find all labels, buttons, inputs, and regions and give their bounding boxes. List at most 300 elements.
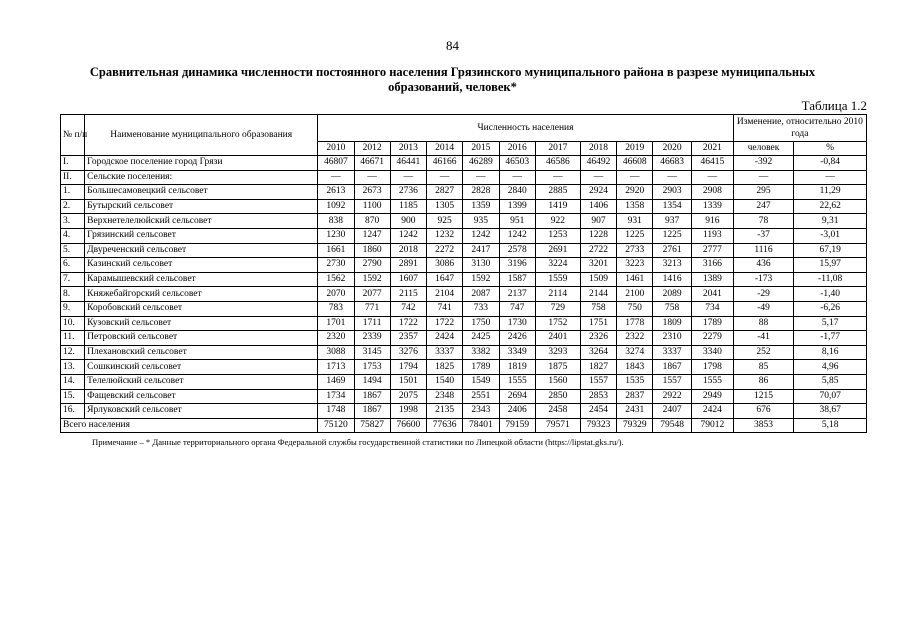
population-cell: 2115 <box>390 287 426 302</box>
table-row <box>61 272 867 287</box>
population-cell: 2089 <box>653 287 691 302</box>
change-percent-cell: -1,77 <box>794 331 867 346</box>
population-cell: 1722 <box>390 316 426 331</box>
population-cell: 741 <box>427 301 463 316</box>
population-cell: 1751 <box>580 316 616 331</box>
population-cell: 1416 <box>653 272 691 287</box>
population-cell: 1752 <box>535 316 580 331</box>
change-percent-cell: 67,19 <box>794 243 867 258</box>
population-cell: 1494 <box>354 374 390 389</box>
change-percent-cell: -1,40 <box>794 287 867 302</box>
change-percent-cell: 38,67 <box>794 404 867 419</box>
population-cell: 2424 <box>691 404 733 419</box>
population-cell: 3130 <box>463 258 499 273</box>
population-cell: 78401 <box>463 418 499 433</box>
population-cell: 2885 <box>535 185 580 200</box>
population-cell: — <box>390 170 426 185</box>
document-title: Сравнительная динамика численности постоянного населения Грязинского муниципального района в разрезе муниципальных образований, человек* <box>89 65 816 94</box>
page-number: 84 <box>446 38 459 53</box>
row-number: 5. <box>61 243 85 258</box>
population-cell: 870 <box>354 214 390 229</box>
change-percent-header: % <box>794 142 867 156</box>
year-header: 2019 <box>617 142 653 156</box>
population-cell: 3340 <box>691 345 733 360</box>
row-number: 16. <box>61 404 85 419</box>
population-cell: 1242 <box>463 228 499 243</box>
table-row <box>61 316 867 331</box>
population-cell: 1242 <box>499 228 535 243</box>
change-percent-cell: 15,97 <box>794 258 867 273</box>
population-cell: 1501 <box>390 374 426 389</box>
population-cell: 729 <box>535 301 580 316</box>
row-number: 1. <box>61 185 85 200</box>
population-cell: 2114 <box>535 287 580 302</box>
population-cell: 1875 <box>535 360 580 375</box>
year-header: 2018 <box>580 142 616 156</box>
population-cell: 46441 <box>390 156 426 171</box>
population-cell: 747 <box>499 301 535 316</box>
population-cell: 46166 <box>427 156 463 171</box>
population-cell: 1713 <box>318 360 354 375</box>
population-cell: 77636 <box>427 418 463 433</box>
population-cell: 3201 <box>580 258 616 273</box>
table-row <box>61 243 867 258</box>
table-row <box>61 287 867 302</box>
population-cell: 2417 <box>463 243 499 258</box>
population-cell: 3224 <box>535 258 580 273</box>
population-cell: 1193 <box>691 228 733 243</box>
population-cell: 1339 <box>691 199 733 214</box>
table-row <box>61 389 867 404</box>
population-cell: 2837 <box>617 389 653 404</box>
row-number: 14. <box>61 374 85 389</box>
population-cell: 2348 <box>427 389 463 404</box>
population-cell: 2790 <box>354 258 390 273</box>
population-cell: 2135 <box>427 404 463 419</box>
population-cell: 1399 <box>499 199 535 214</box>
population-cell: 1557 <box>580 374 616 389</box>
change-percent-cell: -11,08 <box>794 272 867 287</box>
population-cell: 733 <box>463 301 499 316</box>
population-cell: 2578 <box>499 243 535 258</box>
population-cell: 2733 <box>617 243 653 258</box>
municipality-name: Карамышевский сельсовет <box>85 272 318 287</box>
population-cell: 1592 <box>463 272 499 287</box>
population-cell: 2137 <box>499 287 535 302</box>
population-cell: 931 <box>617 214 653 229</box>
population-cell: 771 <box>354 301 390 316</box>
population-cell: — <box>499 170 535 185</box>
population-cell: 79329 <box>617 418 653 433</box>
change-people-cell: 86 <box>733 374 793 389</box>
population-cell: 1557 <box>653 374 691 389</box>
table-row <box>61 301 867 316</box>
population-cell: 2407 <box>653 404 691 419</box>
municipality-name: Плехановский сельсовет <box>85 345 318 360</box>
change-percent-cell: 70,07 <box>794 389 867 404</box>
population-cell: 2104 <box>427 287 463 302</box>
population-cell: 1247 <box>354 228 390 243</box>
population-cell: 2406 <box>499 404 535 419</box>
population-cell: 1794 <box>390 360 426 375</box>
municipality-name: Сошкинский сельсовет <box>85 360 318 375</box>
population-cell: 2431 <box>617 404 653 419</box>
year-header: 2016 <box>499 142 535 156</box>
population-cell: 2922 <box>653 389 691 404</box>
population-cell: — <box>427 170 463 185</box>
municipality-name: Верхнетелелюйский сельсовет <box>85 214 318 229</box>
change-percent-cell: 22,62 <box>794 199 867 214</box>
population-cell: 2339 <box>354 331 390 346</box>
population-cell: 1228 <box>580 228 616 243</box>
table-row <box>61 404 867 419</box>
row-number: I. <box>61 156 85 171</box>
population-cell: 1607 <box>390 272 426 287</box>
population-cell: 758 <box>653 301 691 316</box>
change-people-cell: -173 <box>733 272 793 287</box>
population-cell: 2722 <box>580 243 616 258</box>
population-cell: — <box>535 170 580 185</box>
row-number: 3. <box>61 214 85 229</box>
population-cell: 2100 <box>617 287 653 302</box>
municipality-name: Княжебайгорский сельсовет <box>85 287 318 302</box>
population-cell: 1305 <box>427 199 463 214</box>
population-cell: 1406 <box>580 199 616 214</box>
table-row <box>61 418 867 433</box>
municipality-name: Казинский сельсовет <box>85 258 318 273</box>
change-people-cell: 252 <box>733 345 793 360</box>
population-cell: 2551 <box>463 389 499 404</box>
population-cell: 1778 <box>617 316 653 331</box>
municipality-name: Кузовский сельсовет <box>85 316 318 331</box>
table-label: Таблица 1.2 <box>801 98 867 113</box>
population-cell: 2424 <box>427 331 463 346</box>
population-cell: 2454 <box>580 404 616 419</box>
population-cell: 1549 <box>463 374 499 389</box>
population-cell: 925 <box>427 214 463 229</box>
population-cell: 3337 <box>427 345 463 360</box>
population-cell: 750 <box>617 301 653 316</box>
population-cell: 937 <box>653 214 691 229</box>
population-cell: 2326 <box>580 331 616 346</box>
population-cell: 3213 <box>653 258 691 273</box>
population-cell: 76600 <box>390 418 426 433</box>
population-cell: 2691 <box>535 243 580 258</box>
population-cell: 1730 <box>499 316 535 331</box>
population-cell: 1469 <box>318 374 354 389</box>
population-cell: 1354 <box>653 199 691 214</box>
population-cell: 2077 <box>354 287 390 302</box>
population-cell: 1867 <box>354 404 390 419</box>
population-cell: 1559 <box>535 272 580 287</box>
row-number: 7. <box>61 272 85 287</box>
municipality-name: Телелюйский сельсовет <box>85 374 318 389</box>
change-people-cell: 3853 <box>733 418 793 433</box>
population-cell: 1509 <box>580 272 616 287</box>
population-cell: 1555 <box>499 374 535 389</box>
population-cell: 907 <box>580 214 616 229</box>
table-row <box>61 185 867 200</box>
row-number: 11. <box>61 331 85 346</box>
footnote: Примечание – * Данные территориального органа Федеральной службы государственной статистики по Липецкой области (https://lipstat.gks.ru/). <box>92 437 624 447</box>
population-cell: 3293 <box>535 345 580 360</box>
population-cell: 2853 <box>580 389 616 404</box>
table-row <box>61 199 867 214</box>
population-cell: 1225 <box>617 228 653 243</box>
change-people-cell: 78 <box>733 214 793 229</box>
row-number: 13. <box>61 360 85 375</box>
population-cell: 75120 <box>318 418 354 433</box>
population-cell: 3276 <box>390 345 426 360</box>
population-cell: 3086 <box>427 258 463 273</box>
municipality-name: Двуреченский сельсовет <box>85 243 318 258</box>
row-number: 12. <box>61 345 85 360</box>
change-people-cell: -29 <box>733 287 793 302</box>
population-cell: 46608 <box>617 156 653 171</box>
population-cell: 2310 <box>653 331 691 346</box>
population-cell: 935 <box>463 214 499 229</box>
population-cell: 1825 <box>427 360 463 375</box>
year-header: 2020 <box>653 142 691 156</box>
population-cell: 1867 <box>354 389 390 404</box>
row-number: 8. <box>61 287 85 302</box>
row-number: 2. <box>61 199 85 214</box>
population-cell: 3382 <box>463 345 499 360</box>
change-percent-cell: — <box>794 170 867 185</box>
change-people-cell: 1215 <box>733 389 793 404</box>
population-cell: — <box>354 170 390 185</box>
population-cell: 1748 <box>318 404 354 419</box>
population-cell: 2777 <box>691 243 733 258</box>
table-header <box>61 115 867 156</box>
row-number: 6. <box>61 258 85 273</box>
change-percent-cell: 8,16 <box>794 345 867 360</box>
population-cell: 1753 <box>354 360 390 375</box>
population-cell: 79548 <box>653 418 691 433</box>
population-cell: 3166 <box>691 258 733 273</box>
population-cell: 1809 <box>653 316 691 331</box>
change-people-cell: -392 <box>733 156 793 171</box>
population-cell: 1225 <box>653 228 691 243</box>
population-cell: 2924 <box>580 185 616 200</box>
population-table <box>60 114 867 433</box>
change-percent-cell: -0,84 <box>794 156 867 171</box>
population-cell: 1419 <box>535 199 580 214</box>
population-cell: 1535 <box>617 374 653 389</box>
population-cell: 1647 <box>427 272 463 287</box>
total-label: Всего населения <box>61 418 318 433</box>
year-header: 2021 <box>691 142 733 156</box>
municipality-name: Грязинский сельсовет <box>85 228 318 243</box>
population-cell: — <box>691 170 733 185</box>
municipality-name: Большесамовецкий сельсовет <box>85 185 318 200</box>
population-cell: 2828 <box>463 185 499 200</box>
table-row <box>61 214 867 229</box>
table-row <box>61 331 867 346</box>
population-cell: 3264 <box>580 345 616 360</box>
change-people-cell: 88 <box>733 316 793 331</box>
change-people-cell: 85 <box>733 360 793 375</box>
change-people-header: человек <box>733 142 793 156</box>
population-cell: 79571 <box>535 418 580 433</box>
population-cell: 1843 <box>617 360 653 375</box>
change-percent-cell: 5,18 <box>794 418 867 433</box>
population-cell: 1827 <box>580 360 616 375</box>
population-cell: 1789 <box>691 316 733 331</box>
change-people-cell: 676 <box>733 404 793 419</box>
population-cell: 1789 <box>463 360 499 375</box>
population-cell: 2322 <box>617 331 653 346</box>
population-cell: 46503 <box>499 156 535 171</box>
population-cell: 1734 <box>318 389 354 404</box>
population-cell: 1461 <box>617 272 653 287</box>
table-row <box>61 156 867 171</box>
population-cell: 1092 <box>318 199 354 214</box>
population-cell: 1253 <box>535 228 580 243</box>
population-cell: 3337 <box>653 345 691 360</box>
change-people-cell: 436 <box>733 258 793 273</box>
population-cell: 2891 <box>390 258 426 273</box>
population-cell: 742 <box>390 301 426 316</box>
table-row <box>61 374 867 389</box>
population-cell: 1867 <box>653 360 691 375</box>
row-number: 9. <box>61 301 85 316</box>
population-cell: 2425 <box>463 331 499 346</box>
year-header: 2010 <box>318 142 354 156</box>
year-header: 2017 <box>535 142 580 156</box>
population-cell: 1860 <box>354 243 390 258</box>
population-cell: 1701 <box>318 316 354 331</box>
table-row <box>61 258 867 273</box>
population-cell: 2041 <box>691 287 733 302</box>
municipality-name: Петровский сельсовет <box>85 331 318 346</box>
population-cell: 2343 <box>463 404 499 419</box>
change-people-cell: -41 <box>733 331 793 346</box>
row-number: 10. <box>61 316 85 331</box>
table-row <box>61 345 867 360</box>
population-cell: 3223 <box>617 258 653 273</box>
population-cell: — <box>653 170 691 185</box>
population-cell: 1389 <box>691 272 733 287</box>
change-people-cell: — <box>733 170 793 185</box>
population-cell: 1185 <box>390 199 426 214</box>
population-cell: 3274 <box>617 345 653 360</box>
population-cell: 1998 <box>390 404 426 419</box>
population-cell: 758 <box>580 301 616 316</box>
population-cell: — <box>463 170 499 185</box>
population-cell: 46683 <box>653 156 691 171</box>
row-number: II. <box>61 170 85 185</box>
population-cell: 1750 <box>463 316 499 331</box>
col-header-population: Численность населения <box>318 115 734 142</box>
population-cell: 46671 <box>354 156 390 171</box>
year-header: 2012 <box>354 142 390 156</box>
population-cell: 2279 <box>691 331 733 346</box>
population-cell: 1711 <box>354 316 390 331</box>
population-cell: 2087 <box>463 287 499 302</box>
population-cell: — <box>580 170 616 185</box>
population-cell: 1562 <box>318 272 354 287</box>
population-cell: 3349 <box>499 345 535 360</box>
col-header-change: Изменение, относительно 2010 года <box>733 115 866 142</box>
change-percent-cell: 4,96 <box>794 360 867 375</box>
population-cell: 783 <box>318 301 354 316</box>
population-cell: 2426 <box>499 331 535 346</box>
population-cell: 838 <box>318 214 354 229</box>
population-cell: 2908 <box>691 185 733 200</box>
change-percent-cell: -6,26 <box>794 301 867 316</box>
population-cell: 1722 <box>427 316 463 331</box>
population-cell: 2144 <box>580 287 616 302</box>
change-people-cell: -49 <box>733 301 793 316</box>
population-cell: 2761 <box>653 243 691 258</box>
population-cell: 46807 <box>318 156 354 171</box>
change-percent-cell: 11,29 <box>794 185 867 200</box>
row-number: 4. <box>61 228 85 243</box>
population-cell: 2272 <box>427 243 463 258</box>
population-cell: 1100 <box>354 199 390 214</box>
population-cell: 1232 <box>427 228 463 243</box>
population-cell: 2458 <box>535 404 580 419</box>
population-cell: — <box>617 170 653 185</box>
population-cell: 2401 <box>535 331 580 346</box>
population-cell: 2694 <box>499 389 535 404</box>
population-cell: 2673 <box>354 185 390 200</box>
population-cell: 75827 <box>354 418 390 433</box>
change-people-cell: -37 <box>733 228 793 243</box>
table-row <box>61 170 867 185</box>
population-cell: 2920 <box>617 185 653 200</box>
change-percent-cell: -3,01 <box>794 228 867 243</box>
change-percent-cell: 5,17 <box>794 316 867 331</box>
population-cell: 1230 <box>318 228 354 243</box>
change-people-cell: 1116 <box>733 243 793 258</box>
population-cell: 2018 <box>390 243 426 258</box>
col-header-num: № п/п <box>61 115 85 156</box>
population-cell: 79323 <box>580 418 616 433</box>
population-cell: — <box>318 170 354 185</box>
municipality-name: Городское поселение город Грязи <box>85 156 318 171</box>
population-cell: 900 <box>390 214 426 229</box>
population-cell: 1560 <box>535 374 580 389</box>
col-header-name: Наименование муниципального образования <box>85 115 318 156</box>
population-cell: 79159 <box>499 418 535 433</box>
population-cell: 3088 <box>318 345 354 360</box>
change-people-cell: 247 <box>733 199 793 214</box>
table-row <box>61 360 867 375</box>
municipality-name: Сельские поселения: <box>85 170 318 185</box>
population-cell: 1540 <box>427 374 463 389</box>
population-cell: 1661 <box>318 243 354 258</box>
population-cell: 916 <box>691 214 733 229</box>
population-cell: 1819 <box>499 360 535 375</box>
population-cell: 2070 <box>318 287 354 302</box>
population-cell: 1798 <box>691 360 733 375</box>
municipality-name: Ярлуковский сельсовет <box>85 404 318 419</box>
population-cell: 2827 <box>427 185 463 200</box>
population-cell: 1359 <box>463 199 499 214</box>
population-cell: 46289 <box>463 156 499 171</box>
population-cell: 2903 <box>653 185 691 200</box>
table-row <box>61 228 867 243</box>
population-cell: 2075 <box>390 389 426 404</box>
population-cell: 79012 <box>691 418 733 433</box>
table-body <box>61 156 867 433</box>
population-cell: 951 <box>499 214 535 229</box>
population-cell: 3196 <box>499 258 535 273</box>
population-cell: 46415 <box>691 156 733 171</box>
row-number: 15. <box>61 389 85 404</box>
